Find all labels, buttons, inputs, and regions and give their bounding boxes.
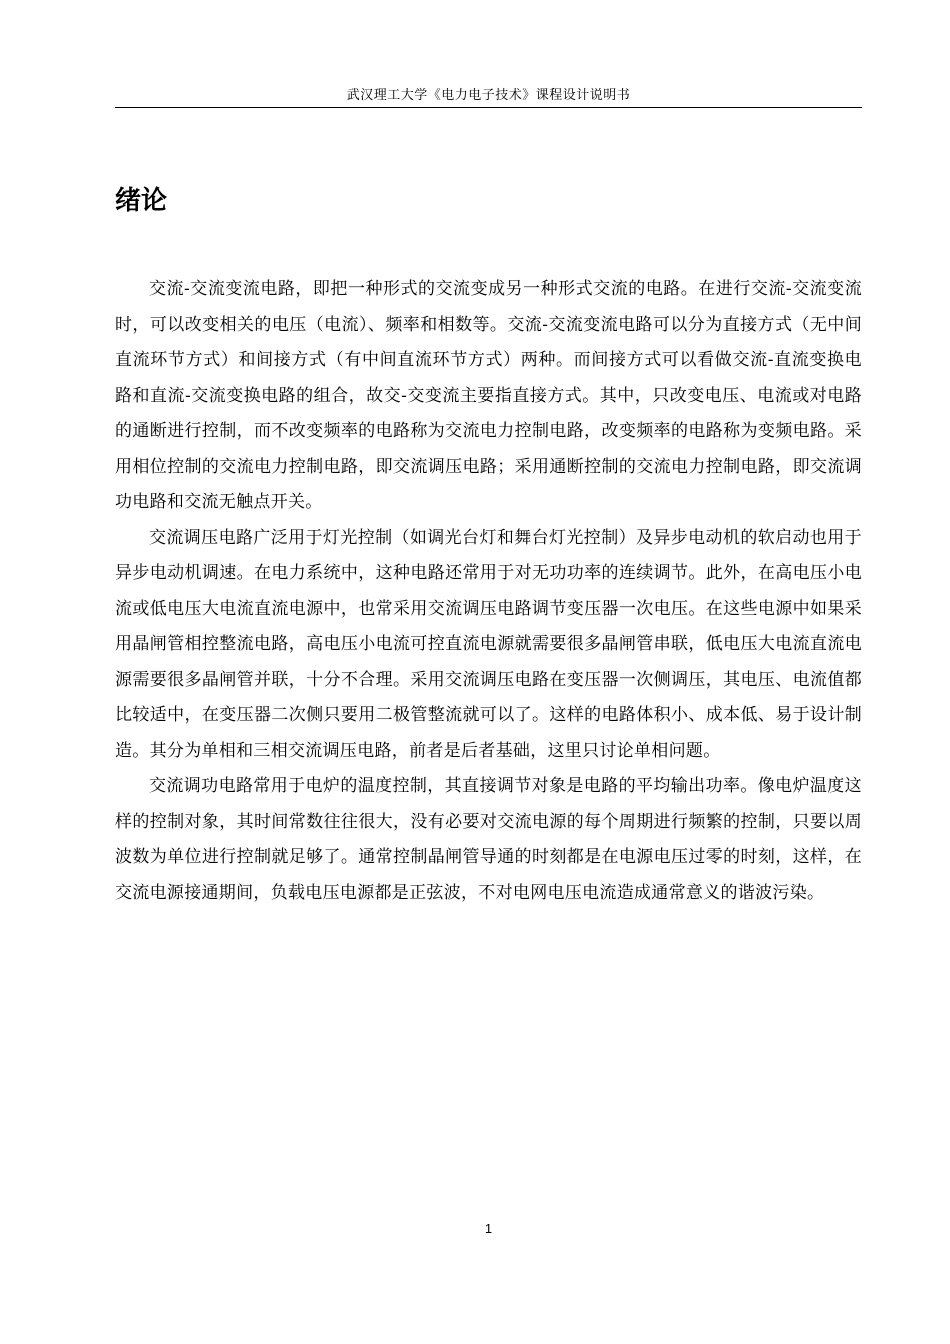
paragraph-2: 交流调压电路广泛用于灯光控制（如调光台灯和舞台灯光控制）及异步电动机的软启动也用于异步电动机调速。在电力系统中，这种电路还常用于对无功功率的连续调节。此外，在高电压小电流或低电压大电流直流电源中，也常采用交流调压电路调节变压器一次电压。在这些电源中如果采用晶闸管相控整流电路，高电压小电流可控直流电源就需要很多晶闸管串联，低电压大电流直流电源需要很多晶闸管并联，十分不合理。采用交流调压电路在变压器一次侧调压，其电压、电流值都比较适中，在变压器二次侧只要用二极管整流就可以了。这样的电路体积小、成本低、易于设计制造。其分为单相和三相交流调压电路，前者是后者基础，这里只讨论单相问题。 — [115, 527, 862, 761]
header-rule — [115, 107, 862, 108]
running-header: 武汉理工大学《电力电子技术》课程设计说明书 — [346, 88, 631, 103]
paragraph-1: 交流-交流变流电路，即把一种形式的交流变成另一种形式交流的电路。在进行交流-交流变流时，可以改变相关的电压（电流）、频率和相数等。交流-交流变流电路可以分为直接方式（无中间直流环节方式）和间接方式（有中间直流环节方式）两种。而间接方式可以看做交流-直流变换电路和直流-交流变换电路的组合，故交-交变流主要指直接方式。其中，只改变电压、电流或对电路的通断进行控制，而不改变频率的电路称为交流电力控制电路，改变频率的电路称为变频电路。采用相位控制的交流电力控制电路，即交流调压电路；采用通断控制的交流电力控制电路，即交流调功电路和交流无触点开关。 — [115, 279, 862, 512]
section-title: 绪论 — [115, 186, 168, 216]
paragraph-3: 交流调功电路常用于电炉的温度控制，其直接调节对象是电路的平均输出功率。像电炉温度这样的控制对象，其时间常数往往很大，没有必要对交流电源的每个周期进行频繁的控制，只要以周波数为单位进行控制就足够了。通常控制晶闸管导通的时刻都是在电源电压过零的时刻，这样，在交流电源接通期间，负载电压电源都是正弦波，不对电网电压电流造成通常意义的谐波污染。 — [115, 776, 862, 903]
page-number: 1 — [484, 1221, 493, 1236]
body-text — [115, 272, 862, 911]
